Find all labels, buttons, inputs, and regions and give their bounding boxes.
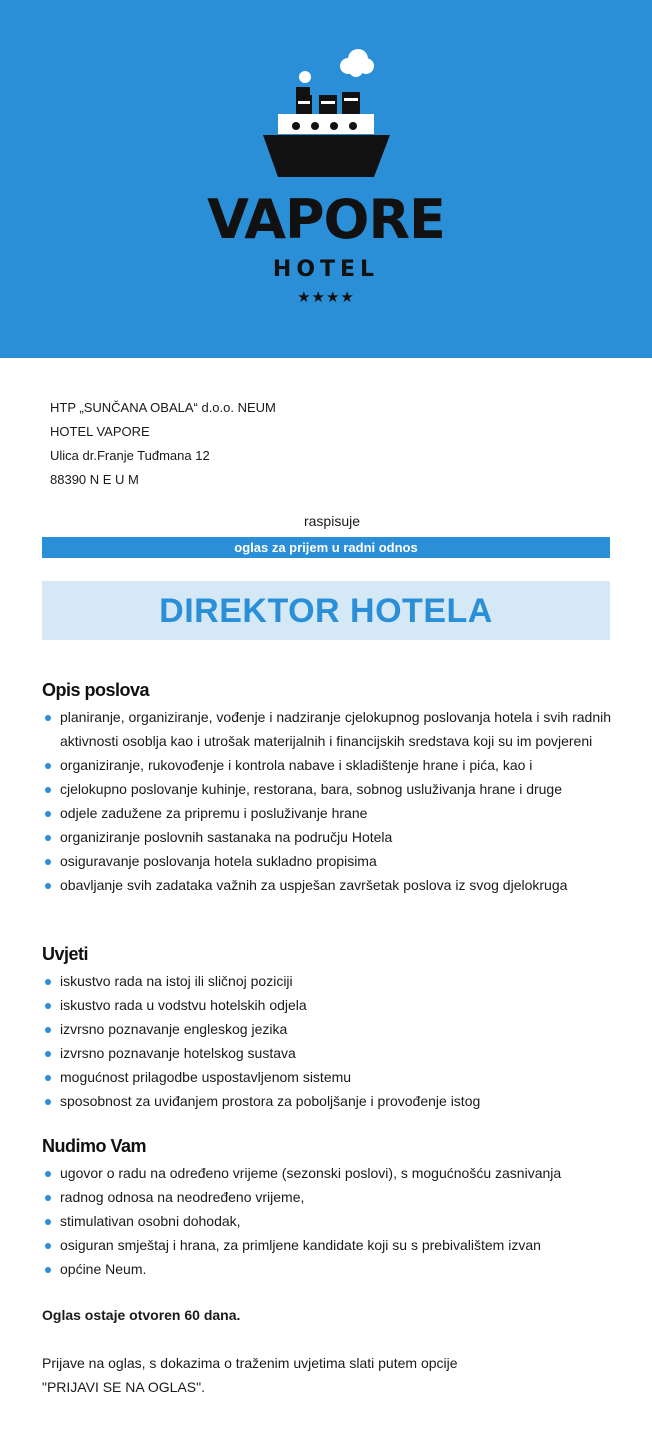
brand-subtitle: HOTEL <box>272 257 380 282</box>
position-title: DIREKTOR HOTELA <box>42 581 610 640</box>
list-item: mogućnost prilagodbe uspostavljenom sistemu <box>42 1065 632 1089</box>
section-title: Nudimo Vam <box>42 1136 147 1156</box>
list-item: iskustvo rada u vodstvu hotelskih odjela <box>42 993 632 1017</box>
list-item: izvrsno poznavanje engleskog jezika <box>42 1017 632 1041</box>
open-duration-note: Oglas ostaje otvoren 60 dana. <box>42 1307 241 1323</box>
header-banner <box>0 0 652 358</box>
apply-instructions-cta: "PRIJAVI SE NA OGLAS". <box>42 1379 205 1395</box>
section-title: Uvjeti <box>42 944 89 964</box>
section-title: Opis poslova <box>42 680 150 700</box>
list-item: osiguran smještaj i hrana, za primljene kandidate koji su s prebivalištem izvan <box>42 1233 632 1257</box>
announces-text: raspisuje <box>303 513 361 529</box>
star-rating: ★★★★ <box>297 289 355 306</box>
address-line: HTP „SUNČANA OBALA“ d.o.o. NEUM <box>50 400 276 415</box>
list-item: iskustvo rada na istoj ili sličnoj poziciji <box>42 969 632 993</box>
list-item: osiguravanje poslovanja hotela sukladno propisima <box>42 849 632 873</box>
offer-list <box>42 1161 632 1281</box>
list-item: odjele zadužene za pripremu i posluživanje hrane <box>42 801 632 825</box>
company-address <box>50 396 276 492</box>
list-item: općine Neum. <box>42 1257 632 1281</box>
address-line: 88390 N E U M <box>50 472 139 487</box>
brand-name: VAPORE <box>207 188 445 251</box>
list-item: sposobnost za uviđanjem prostora za poboljšanje i provođenje istog <box>42 1089 632 1113</box>
ad-type-banner: oglas za prijem u radni odnos <box>42 537 610 558</box>
list-item: organiziranje, rukovođenje i kontrola nabave i skladištenje hrane i pića, kao i <box>42 753 632 777</box>
section-requirements <box>42 941 632 1113</box>
list-item: cjelokupno poslovanje kuhinje, restorana, bara, sobnog usluživanja hrane i druge <box>42 777 632 801</box>
apply-instructions: Prijave na oglas, s dokazima o traženim uvjetima slati putem opcije <box>42 1355 458 1371</box>
list-item: obavljanje svih zadataka važnih za uspješan završetak poslova iz svog djelokruga <box>42 873 632 897</box>
address-line: Ulica dr.Franje Tuđmana 12 <box>50 448 210 463</box>
address-line: HOTEL VAPORE <box>50 424 150 439</box>
list-item: planiranje, organiziranje, vođenje i nadziranje cjelokupnog poslovanja hotela i svih radnih aktivnosti osoblja kao i utrošak materijalnih i financijskih sredstava koji su im povjereni <box>42 705 632 753</box>
ship-logo-icon <box>256 44 396 184</box>
section-offer <box>42 1133 632 1281</box>
requirements-list <box>42 969 632 1113</box>
list-item: ugovor o radu na određeno vrijeme (sezonski poslovi), s mogućnošću zasnivanja <box>42 1161 632 1185</box>
job-description-list <box>42 705 632 897</box>
section-job-description <box>42 677 632 897</box>
list-item: izvrsno poznavanje hotelskog sustava <box>42 1041 632 1065</box>
list-item: stimulativan osobni dohodak, <box>42 1209 632 1233</box>
list-item: organiziranje poslovnih sastanaka na području Hotela <box>42 825 632 849</box>
list-item: radnog odnosa na neodređeno vrijeme, <box>42 1185 632 1209</box>
